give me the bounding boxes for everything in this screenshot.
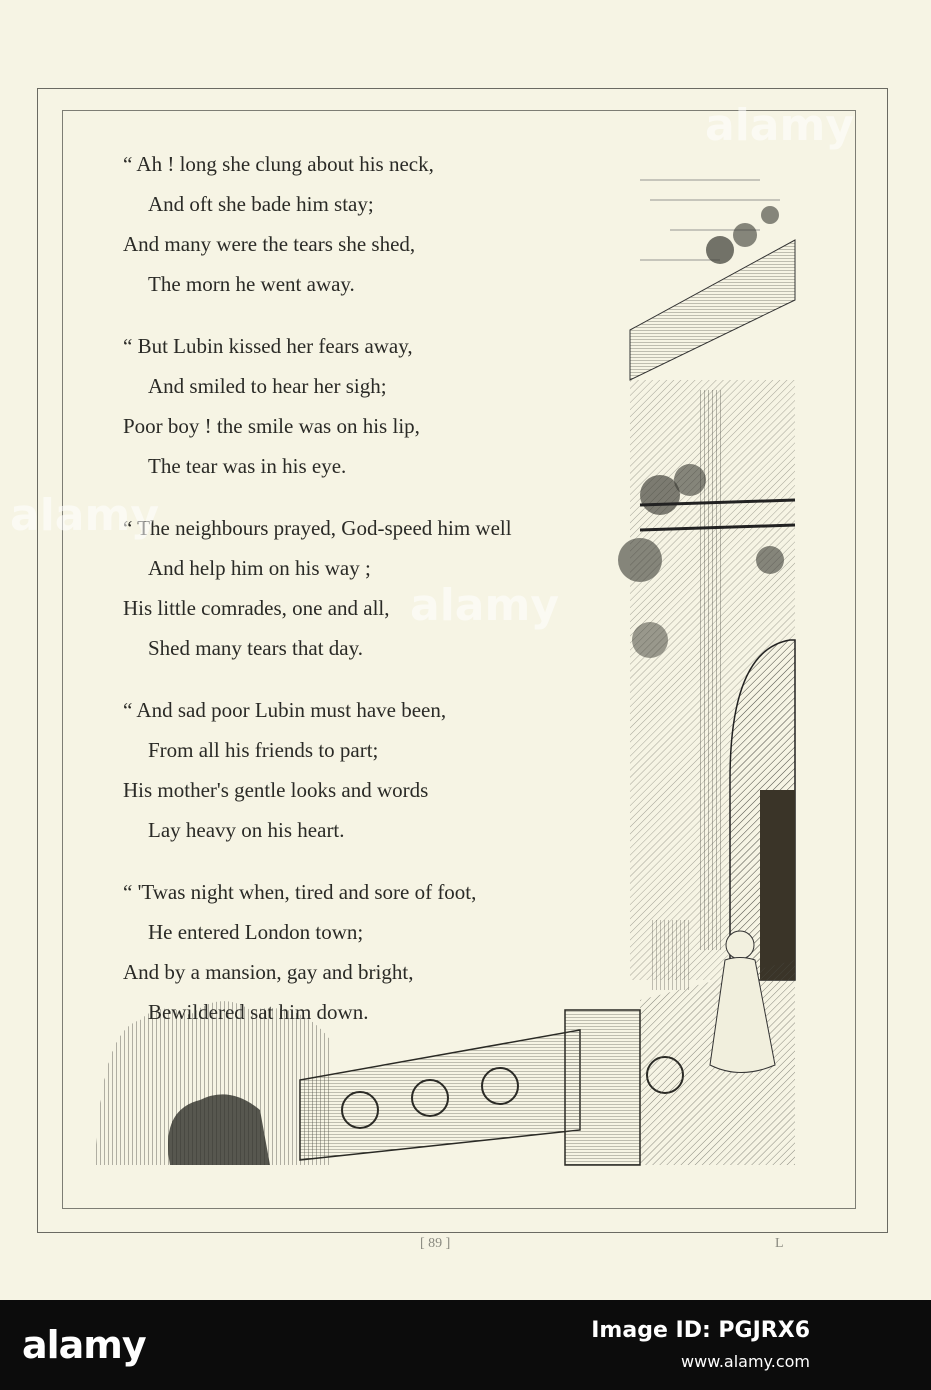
brand-logo: alamy xyxy=(22,1323,146,1367)
verse-line: Poor boy ! the smile was on his lip, xyxy=(123,414,420,438)
watermark-center: alamy xyxy=(410,580,559,631)
verse-line: His little comrades, one and all, xyxy=(123,596,390,620)
verse-line: The morn he went away. xyxy=(148,272,355,296)
watermark-top: alamy xyxy=(705,100,854,151)
verse-line: And smiled to hear her sigh; xyxy=(148,374,387,398)
verse-line: “ But Lubin kissed her fears away, xyxy=(123,334,413,358)
verse-line: “ And sad poor Lubin must have been, xyxy=(123,698,447,722)
stanza-4 xyxy=(123,690,623,850)
verse-line: “ The neighbours prayed, God-speed him well xyxy=(123,516,512,540)
signature-mark: L xyxy=(775,1236,784,1251)
verse-line: Lay heavy on his heart. xyxy=(148,818,345,842)
site-url[interactable]: www.alamy.com xyxy=(681,1352,810,1371)
verse-line: Bewildered sat him down. xyxy=(148,1000,369,1024)
page-number: [ 89 ] xyxy=(420,1236,451,1251)
verse-line: “ 'Twas night when, tired and sore of foot, xyxy=(123,880,477,904)
verse-line: And many were the tears she shed, xyxy=(123,232,416,256)
verse-line: The tear was in his eye. xyxy=(148,454,347,478)
watermark-left: alamy xyxy=(10,490,159,541)
verse-line: From all his friends to part; xyxy=(148,738,379,762)
verse-line: And help him on his way ; xyxy=(148,556,371,580)
verse-line: And by a mansion, gay and bright, xyxy=(123,960,414,984)
verse-line: “ Ah ! long she clung about his neck, xyxy=(123,152,434,176)
verse-line: Shed many tears that day. xyxy=(148,636,363,660)
verse-line: He entered London town; xyxy=(148,920,364,944)
stanza-1 xyxy=(123,144,623,304)
stock-photo-footer xyxy=(0,1300,931,1390)
image-id-label: Image ID: PGJRX6 xyxy=(591,1318,810,1343)
stanza-5 xyxy=(123,872,623,1032)
stanza-2 xyxy=(123,326,623,486)
verse-line: His mother's gentle looks and words xyxy=(123,778,429,802)
verse-line: And oft she bade him stay; xyxy=(148,192,374,216)
